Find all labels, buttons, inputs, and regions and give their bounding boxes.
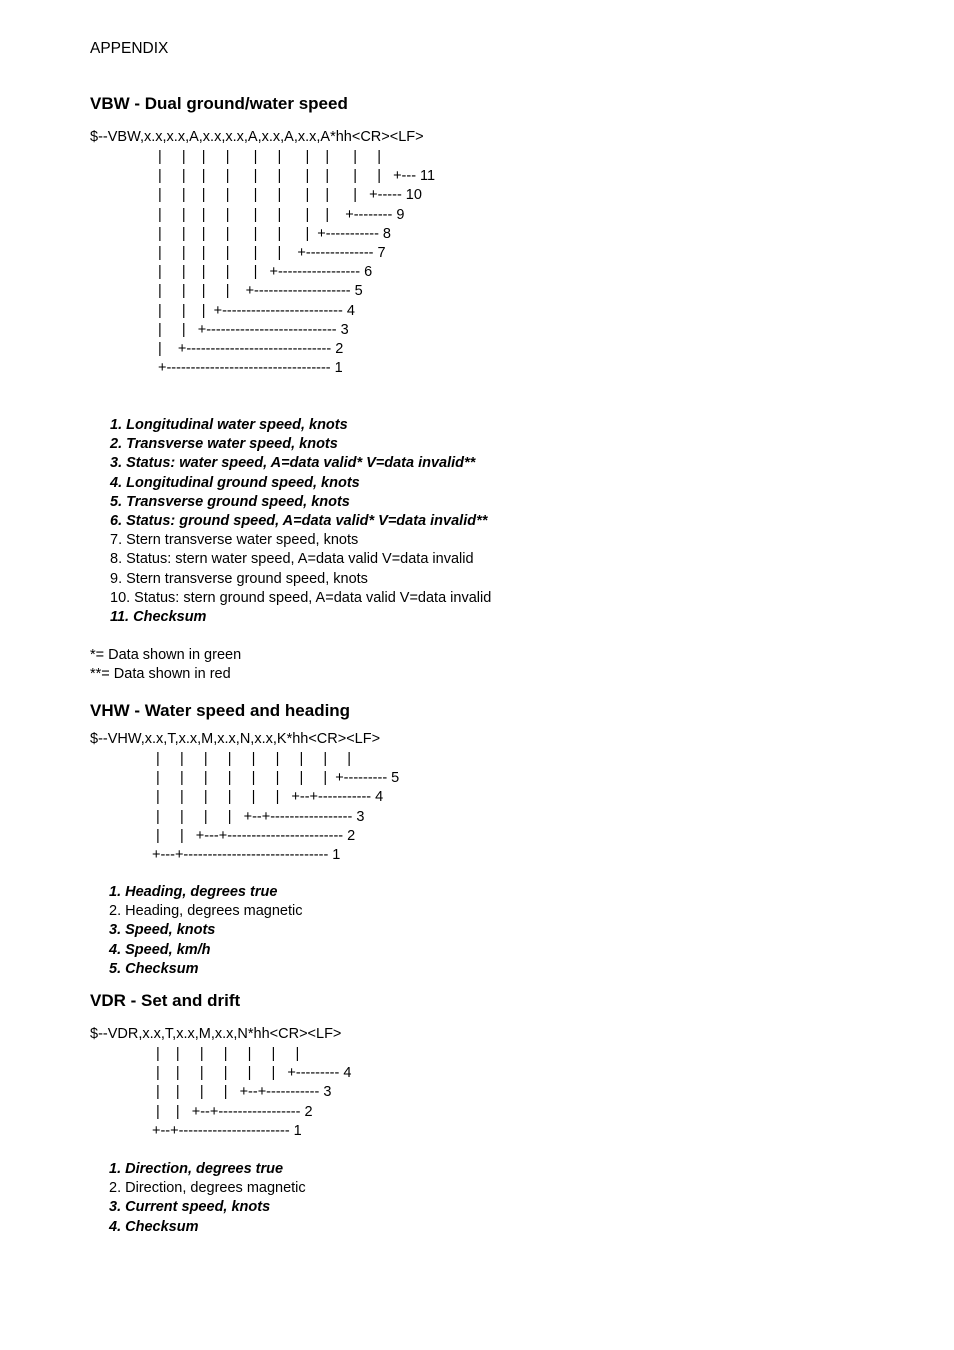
field-list-vhw [109, 883, 302, 979]
field-item: 3. Status: water speed, A=data valid* V=data invalid** [110, 455, 476, 472]
page-header: APPENDIX [90, 40, 169, 57]
diagram-line: | | | | +--+----------- 3 [152, 1084, 332, 1101]
field-item: 5. Checksum [109, 960, 199, 977]
diagram-line: | | +--------------------------- 3 [158, 321, 349, 338]
diagram-line: | | | | | | | | | | +--- 11 [158, 168, 436, 185]
diagram-line: | +------------------------------ 2 [158, 340, 344, 357]
sentence-format-vhw: $--VHW,x.x,T,x.x,M,x.x,N,x.x,K*hh<CR><LF> [90, 731, 381, 747]
field-diagram-vhw [152, 750, 399, 865]
field-item: 11. Checksum [110, 609, 207, 626]
diagram-line: | | | | | | | | | +----- 10 [158, 187, 422, 204]
field-diagram-vdr [152, 1045, 351, 1141]
field-item: 3. Current speed, knots [109, 1199, 271, 1216]
field-item: 1. Heading, degrees true [109, 884, 278, 900]
diagram-line: | | | | +--+----------------- 3 [152, 808, 365, 825]
diagram-line: | | | | | | | | | | [158, 149, 381, 165]
diagram-line: | | | | | | | | +--------- 5 [152, 770, 400, 787]
diagram-line: | | +--+----------------- 2 [152, 1103, 313, 1120]
diagram-line: | | | | | | | | | [152, 751, 352, 767]
diagram-line: | | | | | | | +----------- 8 [158, 225, 391, 242]
diagram-line: +--+----------------------- 1 [152, 1122, 302, 1139]
diagram-line: +---------------------------------- 1 [158, 360, 343, 377]
section-title-vhw: VHW - Water speed and heading [90, 701, 351, 720]
diagram-line: | | | | | | +-------------- 7 [158, 244, 386, 261]
field-item: 2. Heading, degrees magnetic [109, 903, 303, 920]
sentence-format-vbw: $--VBW,x.x,x.x,A,x.x,x.x,A,x.x,A,x.x,A*hh<CR><LF> [90, 129, 424, 145]
field-diagram-vbw [158, 148, 435, 378]
diagram-line: | | +---+------------------------ 2 [152, 827, 356, 844]
field-item: 1. Longitudinal water speed, knots [110, 417, 348, 433]
notes-vbw [90, 646, 241, 684]
diagram-line: | | | | | | | | +-------- 9 [158, 206, 405, 223]
field-item: 4. Speed, km/h [109, 941, 211, 958]
diagram-line: | | | | | +----------------- 6 [158, 264, 373, 281]
diagram-line: | | | | | | +--+----------- 4 [152, 789, 384, 806]
diagram-line: | | | | | | | [152, 1046, 300, 1062]
field-item: 4. Longitudinal ground speed, knots [110, 474, 360, 491]
field-item: 8. Status: stern water speed, A=data valid V=data invalid [110, 551, 474, 568]
diagram-line: | | | | | | +--------- 4 [152, 1065, 352, 1082]
diagram-line: | | | | +-------------------- 5 [158, 283, 363, 300]
note-red: **= Data shown in red [90, 666, 231, 682]
field-item: 6. Status: ground speed, A=data valid* V=data invalid** [110, 513, 488, 530]
field-item: 7. Stern transverse water speed, knots [110, 532, 359, 549]
field-item: 10. Status: stern ground speed, A=data valid V=data invalid [110, 589, 492, 606]
field-item: 1. Direction, degrees true [109, 1161, 284, 1177]
field-item: 2. Direction, degrees magnetic [109, 1180, 306, 1197]
field-item: 2. Transverse water speed, knots [110, 436, 338, 453]
diagram-line: | | | +------------------------- 4 [158, 302, 355, 319]
field-item: 4. Checksum [109, 1218, 199, 1235]
field-item: 3. Speed, knots [109, 922, 216, 939]
diagram-line: +---+------------------------------ 1 [152, 846, 341, 863]
field-item: 9. Stern transverse ground speed, knots [110, 570, 368, 587]
field-list-vdr [109, 1160, 306, 1237]
section-title-vbw: VBW - Dual ground/water speed [90, 94, 348, 113]
field-list-vbw [110, 416, 491, 627]
sentence-format-vdr: $--VDR,x.x,T,x.x,M,x.x,N*hh<CR><LF> [90, 1026, 342, 1042]
section-title-vdr: VDR - Set and drift [90, 991, 241, 1010]
note-green: *= Data shown in green [90, 647, 242, 663]
field-item: 5. Transverse ground speed, knots [110, 493, 350, 510]
